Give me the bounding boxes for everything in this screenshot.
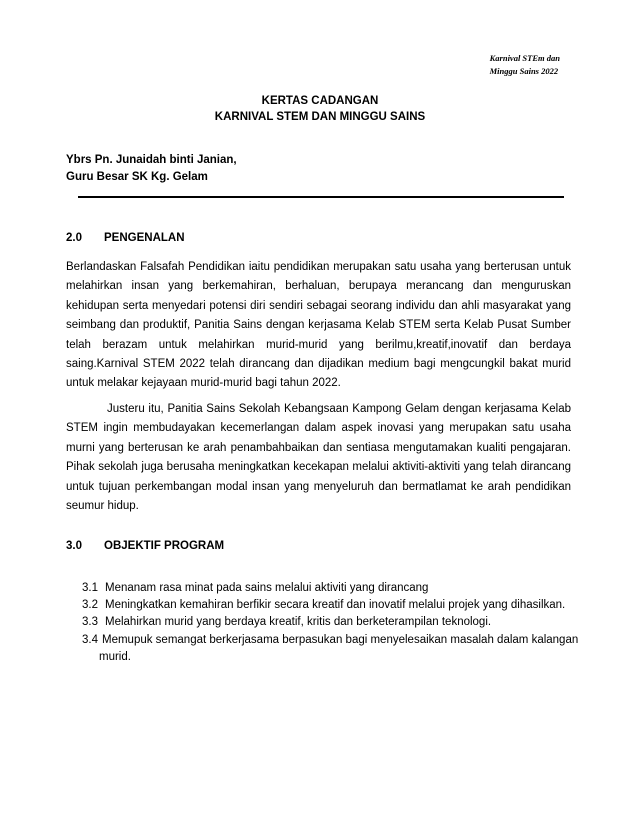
section-heading-objectives xyxy=(66,538,224,554)
list-item-number: 3.4 xyxy=(82,633,98,646)
list-item-text: Melahirkan murid yang berdaya kreatif, kritis dan berketerampilan teknologi. xyxy=(105,616,492,629)
list-item xyxy=(82,580,582,597)
list-item xyxy=(82,632,582,649)
document-title xyxy=(0,93,638,125)
list-item xyxy=(82,597,582,614)
title-line-1: KERTAS CADANGAN xyxy=(261,95,379,107)
running-header-line-1: Karnival STEm dan xyxy=(489,53,560,63)
recipient-block xyxy=(66,152,237,186)
section-number: 3.0 xyxy=(66,540,82,552)
list-item-number: 3.2 xyxy=(82,599,98,612)
list-item-number: 3.1 xyxy=(82,582,98,594)
recipient-position: Guru Besar SK Kg. Gelam xyxy=(66,171,208,183)
list-item-text: Memupuk semangat berkerjasama berpasukan bagi menyelesaikan masalah dalam kalangan xyxy=(102,633,579,646)
recipient-name: Ybrs Pn. Junaidah binti Janian, xyxy=(66,154,237,166)
section-number: 2.0 xyxy=(66,232,82,244)
horizontal-divider xyxy=(78,196,564,198)
list-item-text: Meningkatkan kemahiran berfikir secara kreatif dan inovatif melalui projek yang dihasilkan. xyxy=(105,599,566,612)
section-title: PENGENALAN xyxy=(104,232,185,244)
list-item xyxy=(82,614,582,631)
objectives-list xyxy=(82,580,582,666)
intro-paragraph-1: Berlandaskan Falsafah Pendidikan iaitu pendidikan merupakan satu usaha yang berterusan untuk melahirkan insan yang berkemahiran, berhaluan, berupaya merancang dan menguruskan kehidupan serta menyedari potensi diri sendiri sebagai seorang individu dan ahli masyarakat yang seimbang dan produktif, Panitia Sains dengan kerjasama Kelab STEM serta Kelab Pusat Sumber telah berazam untuk melahirkan murid-murid yang berilmu,kreatif,inovatif dan berdaya saing.Karnival STEM 2022 telah dirancang dan dijadikan medium bagi mengcungkil bakat murid untuk melakar kejayaan murid-murid bagi tahun 2022. xyxy=(66,261,571,390)
title-line-2: KARNIVAL STEM DAN MINGGU SAINS xyxy=(214,111,426,123)
section-heading-intro xyxy=(66,230,185,246)
list-item-continuation: murid. xyxy=(99,650,131,663)
section-title: OBJEKTIF PROGRAM xyxy=(104,540,225,552)
intro-paragraph-2: Justeru itu, Panitia Sains Sekolah Kebangsaan Kampong Gelam dengan kerjasama Kelab STEM ingin membudayakan kecemerlangan dalam aspek inovasi yang merupakan satu usaha murni yang berterusan ke arah penambahbaikan dan sentiasa mengutamakan kualiti pengajaran. Pihak sekolah juga berusaha meningkatkan kecekapan melalui aktiviti-aktiviti yang telah dirancang untuk tujuan perkembangan modal insan yang menyeluruh dan bermatlamat ke arah pendidikan seumur hidup. xyxy=(66,403,571,513)
list-item-number: 3.3 xyxy=(82,616,98,629)
list-item-text: Menanam rasa minat pada sains melalui aktiviti yang dirancang xyxy=(105,582,429,594)
running-header xyxy=(490,52,560,78)
running-header-line-2: Minggu Sains 2022 xyxy=(489,66,559,76)
